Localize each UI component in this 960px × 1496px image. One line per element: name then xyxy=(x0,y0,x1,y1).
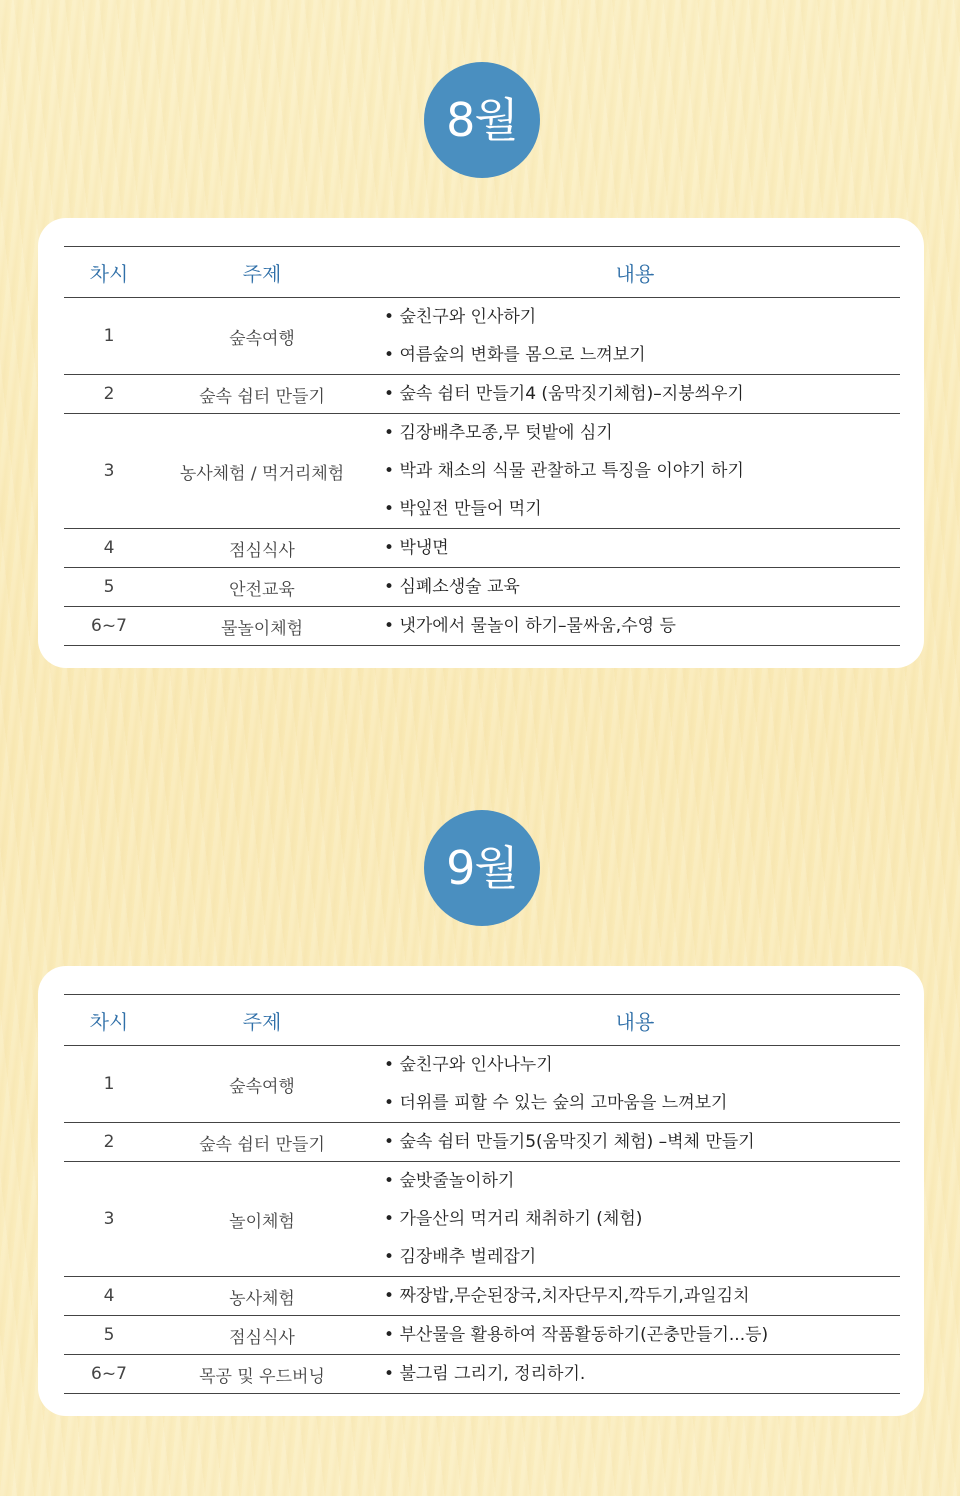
content-item: • 박과 채소의 식물 관찰하고 특징을 이야기 하기 xyxy=(384,452,900,490)
session-topic: 숲속여행 xyxy=(154,1046,370,1123)
session-content xyxy=(370,1277,900,1316)
session-number: 3 xyxy=(64,414,154,529)
session-topic: 농사체험 xyxy=(154,1277,370,1316)
session-content xyxy=(370,1355,900,1394)
session-number: 1 xyxy=(64,1046,154,1123)
content-item: • 박잎전 만들어 먹기 xyxy=(384,490,900,528)
session-topic: 숲속 쉼터 만들기 xyxy=(154,1123,370,1162)
schedule-card-august xyxy=(38,218,924,668)
content-list xyxy=(384,1123,900,1161)
content-item: • 여름숲의 변화를 몸으로 느껴보기 xyxy=(384,336,900,374)
content-item: • 숲밧줄놀이하기 xyxy=(384,1162,900,1200)
content-item: • 심폐소생술 교육 xyxy=(384,568,900,606)
month-badge-september: 9월 xyxy=(424,810,540,926)
table-header-row xyxy=(64,995,900,1046)
content-item: • 냇가에서 물놀이 하기–물싸움,수영 등 xyxy=(384,607,900,645)
content-list xyxy=(384,1316,900,1354)
table-row xyxy=(64,414,900,529)
table-header-row xyxy=(64,247,900,298)
table-row xyxy=(64,568,900,607)
content-list xyxy=(384,375,900,413)
session-content xyxy=(370,1162,900,1277)
content-item: • 짜장밥,무순된장국,치자단무지,깍두기,과일김치 xyxy=(384,1277,900,1315)
session-number: 5 xyxy=(64,1316,154,1355)
session-number: 4 xyxy=(64,529,154,568)
content-item: • 숲친구와 인사하기 xyxy=(384,298,900,336)
session-content xyxy=(370,414,900,529)
content-list xyxy=(384,607,900,645)
header-content: 내용 xyxy=(370,247,900,298)
content-list xyxy=(384,568,900,606)
session-number: 2 xyxy=(64,1123,154,1162)
table-row xyxy=(64,1123,900,1162)
session-topic: 점심식사 xyxy=(154,1316,370,1355)
content-list xyxy=(384,298,900,374)
table-row xyxy=(64,298,900,375)
content-item: • 숲친구와 인사나누기 xyxy=(384,1046,900,1084)
session-number: 6~7 xyxy=(91,1364,127,1384)
content-item: • 숲속 쉼터 만들기5(움막짓기 체험) –벽체 만들기 xyxy=(384,1123,900,1161)
session-content xyxy=(370,607,900,646)
content-item: • 불그림 그리기, 정리하기. xyxy=(384,1355,900,1393)
session-number: 2 xyxy=(64,375,154,414)
table-row xyxy=(64,1046,900,1123)
session-topic: 숲속 쉼터 만들기 xyxy=(154,375,370,414)
content-item: • 김장배추 벌레잡기 xyxy=(384,1238,900,1276)
session-content xyxy=(370,1046,900,1123)
session-number: 3 xyxy=(64,1162,154,1277)
table-row xyxy=(64,1162,900,1277)
content-item: • 가을산의 먹거리 채취하기 (체험) xyxy=(384,1200,900,1238)
content-item: • 숲속 쉼터 만들기4 (움막짓기체험)–지붕씌우기 xyxy=(384,375,900,413)
session-content xyxy=(370,1316,900,1355)
content-list xyxy=(384,1162,900,1276)
session-number: 1 xyxy=(64,298,154,375)
session-number: 6~7 xyxy=(91,616,127,636)
session-topic: 안전교육 xyxy=(154,568,370,607)
session-topic: 놀이체험 xyxy=(154,1162,370,1277)
session-content xyxy=(370,568,900,607)
session-topic: 숲속여행 xyxy=(154,298,370,375)
session-number: 5 xyxy=(64,568,154,607)
session-topic: 농사체험 / 먹거리체험 xyxy=(154,414,370,529)
table-row xyxy=(64,529,900,568)
session-content xyxy=(370,529,900,568)
content-list xyxy=(384,1046,900,1122)
session-content xyxy=(370,375,900,414)
content-item: • 부산물을 활용하여 작품활동하기(곤충만들기...등) xyxy=(384,1316,900,1354)
content-list xyxy=(384,529,900,567)
content-item: • 김장배추모종,무 텃밭에 심기 xyxy=(384,414,900,452)
content-list xyxy=(384,1277,900,1315)
session-topic: 점심식사 xyxy=(154,529,370,568)
header-session: 차시 xyxy=(64,247,154,298)
schedule-table-september xyxy=(64,994,900,1394)
session-topic: 물놀이체험 xyxy=(220,618,304,639)
content-list xyxy=(384,1355,900,1393)
content-item: • 더위를 피할 수 있는 숲의 고마움을 느껴보기 xyxy=(384,1084,900,1122)
session-topic: 목공 및 우드버닝 xyxy=(199,1366,325,1387)
table-row xyxy=(64,1277,900,1316)
header-content: 내용 xyxy=(370,995,900,1046)
table-row xyxy=(64,375,900,414)
session-number: 4 xyxy=(64,1277,154,1316)
schedule-table-august xyxy=(64,246,900,646)
table-row xyxy=(64,1355,900,1394)
session-content xyxy=(370,298,900,375)
table-row xyxy=(64,607,900,646)
header-topic: 주제 xyxy=(154,247,370,298)
content-item: • 박냉면 xyxy=(384,529,900,567)
schedule-card-september xyxy=(38,966,924,1416)
header-session: 차시 xyxy=(64,995,154,1046)
session-content xyxy=(370,1123,900,1162)
month-badge-august: 8월 xyxy=(424,62,540,178)
content-list xyxy=(384,414,900,528)
header-topic: 주제 xyxy=(154,995,370,1046)
table-row xyxy=(64,1316,900,1355)
